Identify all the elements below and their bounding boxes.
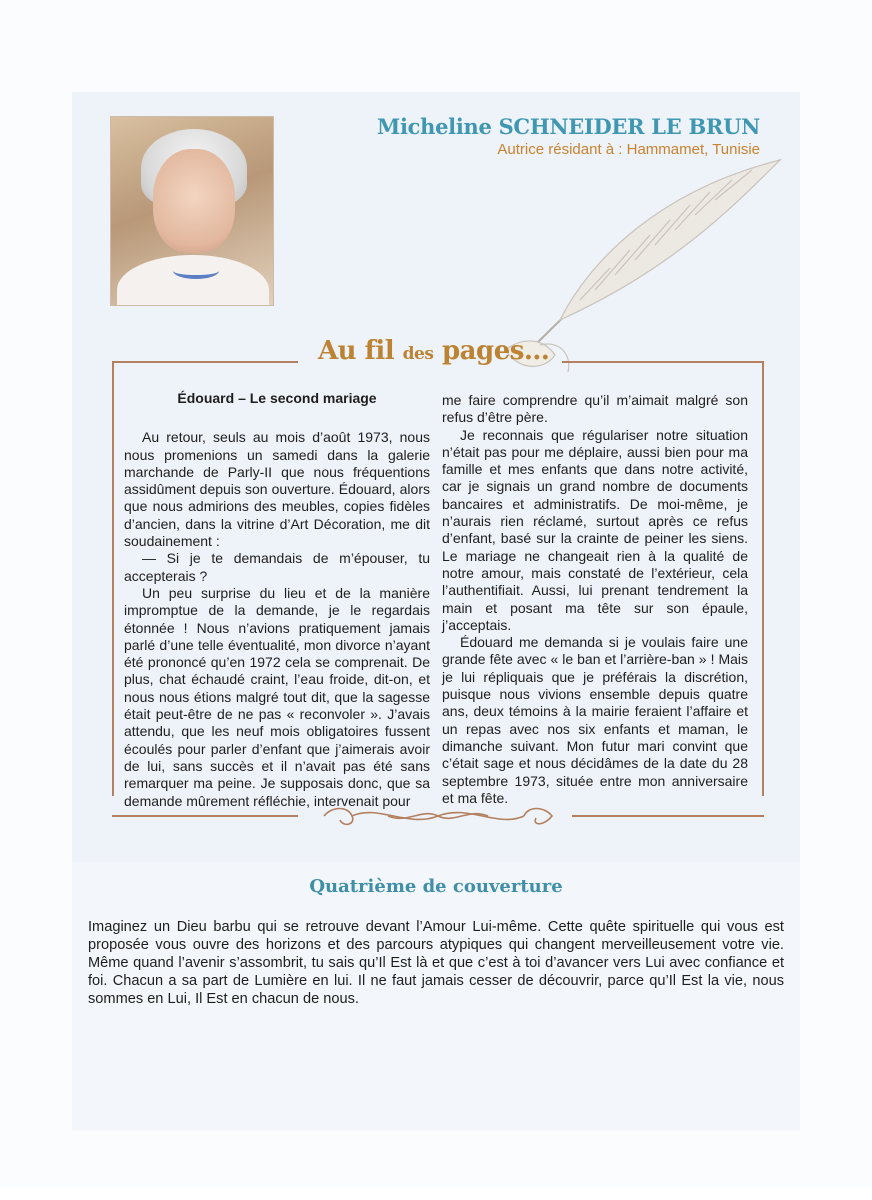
cover-title: Quatrième de couverture [309,876,563,897]
scan-edge [0,1188,872,1200]
title-rule-right [562,361,764,363]
section-title-part1: Au fil [318,336,395,366]
author-portrait [110,116,274,306]
excerpt-paragraph: Je reconnais que régulariser notre situation n’était pas pour me déplaire, aussi bien pour ma famille et mes enfants que dans notre activité, car je signais un grand nombre de documents bancaires et administratifs. De moi-même, je n’aurais rien réclamé, surtout après ce refus d’enfant, basé sur la crainte de peiner les siens. Le mariage ne changeait rien à la qualité de notre amour, mais constaté de l’extérieur, cela l’authentifiait. Aussi, lui prenant tendrement la main et posant ma tête sur son épaule, j’acceptais. [442,426,748,633]
excerpt-paragraph: Au retour, seuls au mois d’août 1973, nous nous promenions un samedi dans la galerie marchande de Parly-II que nous fréquentions assidûment depuis son ouverture. Édouard, alors que nous admirions des meubles, copies fidèles d’ancien, dans la vitrine d’Art Décoration, me dit soudainement : [124,429,430,550]
bottom-rule-right [572,815,764,817]
section-title-part3: pages… [441,336,550,366]
title-rule-left [112,361,298,363]
excerpt-paragraph: Un peu surprise du lieu et de la manière impromptue de la demande, je le regardais étonnée ! Nous n’avions pratiquement jamais parlé d’une telle éventualité, mon divorce n’ayant été prononcé qu’en 1972 cela se comprenait. De plus, chat échaudé craint, l’eau froide, dit-on, et nous nous étions malgré tout dit, que la sagesse était peut-être de ne pas « reconvoler ». J’avais attendu, que les neuf mois obligatoires fussent écoulés pour parler d’enfant que j’aimerais avoir de lui, sans succès et il n’avait pas été sans remarquer ma peine. Je supposais donc, que sa demande mûrement réfléchie, intervenait pour [124,584,430,809]
section-title-part2: des [402,344,434,364]
excerpt-paragraph: me faire comprendre qu’il m’aimait malgré son refus d’être père. [442,392,748,426]
author-name: Micheline SCHNEIDER LE BRUN [377,114,760,139]
frame-right-border [762,362,764,796]
excerpt-paragraph: Édouard me demanda si je voulais faire une grande fête avec « le ban et l’arrière-ban » ! Mais je lui répliquais que je préférais la discrétion, puisque nous vivions ensemble depuis quatre ans, deux témoins à la mairie feraient l’affaire et un repas avec nos six enfants et maman, le dimanche suivant. Mon futur mari convint que c’était sage et nous décidâmes de la date du 28 septembre 1973, située entre mon anniversaire et ma fête. [442,634,748,806]
excerpt-paragraph: — Si je te demandais de m’épouser, tu accepterais ? [124,550,430,584]
excerpt-right-column [442,392,748,807]
portrait-necklace [173,263,219,279]
excerpt-left-column [124,388,430,810]
bottom-rule-left [112,815,298,817]
author-residence: Autrice résidant à : Hammamet, Tunisie [497,141,760,158]
cover-text: Imaginez un Dieu barbu qui se retrouve devant l’Amour Lui-même. Cette quête spirituelle qui vous est proposée vous ouvre des horizons et des parcours atypiques qui changent merveilleusement votre vie. Même quand l’avenir s’assombrit, tu sais qu’Il Est là et que c’est à toi d’avancer vers Lui avec confiance et foi. Chacun a sa part de Lumière en lui. Il ne faut jamais cesser de découvrir, parce qu’Il Est la vie, nous sommes en Lui, Il Est en chacun de nous. [88,919,784,1007]
portrait-face [153,149,235,253]
chapter-title: Édouard – Le second mariage [177,390,377,406]
scroll-ornament-icon [318,802,558,830]
frame-left-border [112,362,114,796]
section-title [318,336,549,366]
